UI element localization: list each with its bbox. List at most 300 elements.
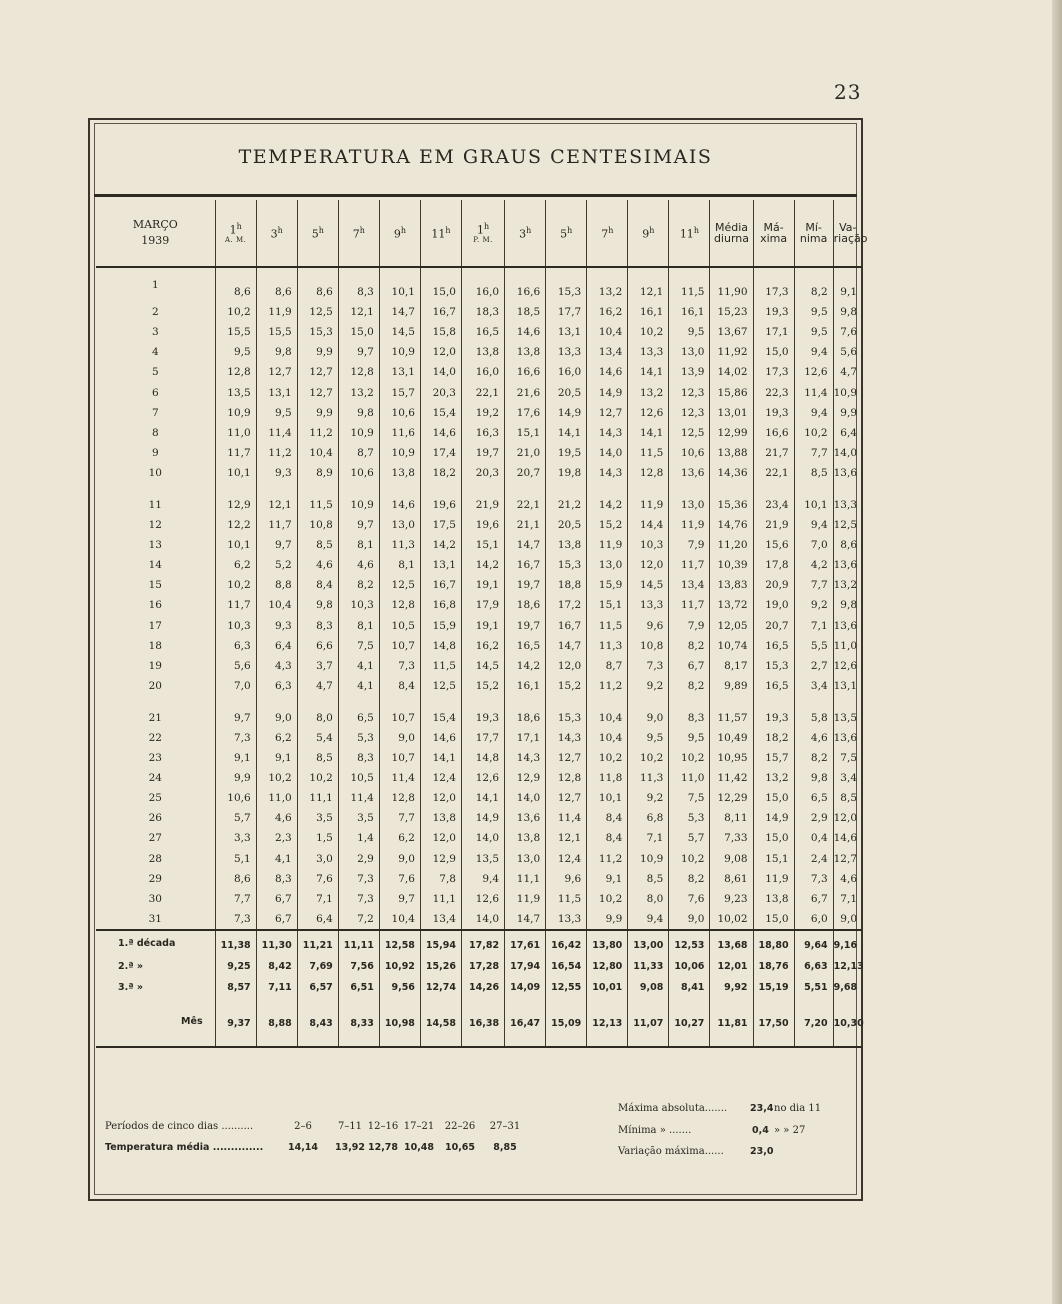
temp-cell: 14,9 (753, 808, 794, 828)
temp-cell: 8,2 (669, 869, 710, 889)
temp-cell: 6,8 (628, 808, 669, 828)
temp-cell: 14,2 (461, 555, 504, 575)
temp-cell: 6,4 (833, 423, 862, 443)
summary-cell: 9,25 (215, 956, 256, 977)
table-row (96, 495, 862, 515)
temp-cell: 11,0 (256, 788, 297, 808)
period-mean-temp: 14,14 (287, 1142, 319, 1153)
temp-cell: 5,5 (794, 636, 833, 656)
temp-cell: 16,6 (505, 362, 546, 382)
temp-cell: 15,3 (753, 656, 794, 676)
day-cell: 10 (148, 466, 162, 479)
temp-cell: 7,3 (215, 728, 256, 748)
temp-cell: 7,3 (338, 889, 379, 909)
summary-cell: 17,82 (461, 930, 504, 956)
temp-cell: 5,1 (215, 849, 256, 869)
temp-cell: 15,0 (753, 788, 794, 808)
month-header (96, 200, 215, 267)
temp-cell: 15,8 (420, 322, 461, 342)
day-cell: 5 (151, 366, 159, 379)
temp-cell: 13,8 (420, 808, 461, 828)
day-cell: 21 (148, 711, 162, 724)
temp-cell: 8,3 (669, 708, 710, 728)
temp-cell: 14,1 (628, 423, 669, 443)
temp-cell: 15,0 (753, 909, 794, 930)
temp-cell: 18,2 (420, 463, 461, 483)
temp-cell: 10,2 (794, 423, 833, 443)
temp-cell: 9,1 (833, 267, 862, 302)
temp-cell: 11,2 (297, 423, 338, 443)
temp-cell: 12,7 (297, 382, 338, 402)
temp-cell: 16,6 (753, 423, 794, 443)
temp-cell: 14,5 (379, 322, 420, 342)
max-abs-suffix: no dia 11 (774, 1103, 822, 1114)
temp-cell: 22,1 (753, 463, 794, 483)
period-label: P. M. (473, 236, 493, 245)
temp-cell: 5,2 (256, 555, 297, 575)
temp-cell: 11,7 (669, 595, 710, 615)
temp-cell: 15,0 (753, 342, 794, 362)
temp-cell: 19,3 (753, 708, 794, 728)
temp-cell: 11,9 (669, 515, 710, 535)
table-row (96, 828, 862, 848)
temp-cell: 11,0 (669, 768, 710, 788)
temp-cell: 8,3 (297, 616, 338, 636)
hour-header (546, 200, 587, 267)
temp-cell: 17,7 (546, 302, 587, 322)
summary-cell: 15,26 (420, 956, 461, 977)
temp-cell: 7,3 (215, 909, 256, 930)
variacao-header (833, 200, 868, 267)
temp-cell: 16,0 (461, 267, 504, 302)
temp-cell: 16,7 (546, 616, 587, 636)
temp-cell: 14,0 (461, 828, 504, 848)
temp-cell: 13,6 (833, 555, 862, 575)
table-row (96, 342, 862, 362)
summary-cell: 15,09 (546, 998, 587, 1047)
temp-cell: 9,0 (379, 728, 420, 748)
temp-cell: 7,3 (338, 869, 379, 889)
temp-cell: 13,4 (587, 342, 628, 362)
temp-cell: 15,2 (546, 676, 587, 696)
temp-cell: 11,92 (710, 342, 753, 362)
temp-cell: 0,4 (794, 828, 833, 848)
temp-cell: 13,0 (587, 555, 628, 575)
hour-label: 3 (519, 227, 527, 241)
temp-cell: 9,5 (628, 728, 669, 748)
temp-cell: 11,3 (628, 768, 669, 788)
temp-cell: 7,6 (669, 889, 710, 909)
temp-cell: 18,2 (753, 728, 794, 748)
temp-cell: 16,5 (753, 636, 794, 656)
temp-cell: 17,1 (505, 728, 546, 748)
summary-cell: 11,38 (215, 930, 256, 956)
summary-cell: 9,56 (379, 977, 420, 998)
hour-header (628, 200, 669, 267)
hour-header (215, 200, 256, 267)
temp-cell: 16,6 (505, 267, 546, 302)
temp-cell: 9,89 (710, 676, 753, 696)
temp-cell: 16,5 (461, 322, 504, 342)
temp-cell: 13,8 (753, 889, 794, 909)
temp-cell: 14,8 (420, 636, 461, 656)
temp-cell: 14,7 (505, 909, 546, 930)
summary-cell: 6,57 (297, 977, 338, 998)
temp-cell: 12,1 (256, 495, 297, 515)
summary-cell: 10,92 (379, 956, 420, 977)
temp-cell: 11,20 (710, 535, 753, 555)
temp-cell: 7,5 (833, 748, 862, 768)
temp-cell: 9,1 (256, 748, 297, 768)
summary-cell: 9,64 (794, 930, 833, 956)
summary-cell: 11,11 (338, 930, 379, 956)
temp-cell: 17,4 (420, 443, 461, 463)
temp-cell: 12,9 (420, 849, 461, 869)
temp-cell: 10,7 (379, 636, 420, 656)
variacao-header-line: Va- (839, 221, 857, 234)
temp-cell: 12,4 (546, 849, 587, 869)
summary-cell: 9,92 (710, 977, 753, 998)
temp-cell: 8,4 (297, 575, 338, 595)
temp-cell: 2,7 (794, 656, 833, 676)
temp-cell: 6,3 (256, 676, 297, 696)
temp-cell: 10,4 (587, 708, 628, 728)
temp-cell: 10,2 (587, 889, 628, 909)
temp-cell: 11,0 (833, 636, 862, 656)
temp-cell: 8,5 (297, 535, 338, 555)
temp-cell: 12,7 (587, 403, 628, 423)
period-range: 22–26 (444, 1121, 476, 1132)
temp-cell: 7,1 (297, 889, 338, 909)
temp-cell: 9,8 (297, 595, 338, 615)
temp-cell: 14,02 (710, 362, 753, 382)
temp-cell: 13,6 (833, 616, 862, 636)
table-title: TEMPERATURA EM GRAUS CENTESIMAIS (238, 146, 713, 168)
temp-cell: 12,3 (669, 382, 710, 402)
temp-cell: 8,7 (587, 656, 628, 676)
temp-cell: 12,6 (794, 362, 833, 382)
temp-cell: 14,6 (420, 728, 461, 748)
summary-cell: 17,61 (505, 930, 546, 956)
temp-cell: 19,3 (753, 403, 794, 423)
summary-label: 3.ª » (118, 981, 144, 993)
summary-cell: 10,01 (587, 977, 628, 998)
temp-cell: 11,4 (794, 382, 833, 402)
min-value: 0,4 (752, 1125, 769, 1136)
temp-cell: 8,0 (628, 889, 669, 909)
temp-cell: 12,0 (420, 828, 461, 848)
temp-cell: 10,8 (297, 515, 338, 535)
temp-cell: 14,9 (461, 808, 504, 828)
temp-cell: 12,6 (461, 768, 504, 788)
temp-cell: 11,2 (256, 443, 297, 463)
temp-cell: 16,2 (461, 636, 504, 656)
temp-cell: 8,2 (794, 267, 833, 302)
temp-cell: 13,5 (215, 382, 256, 402)
temp-cell: 11,0 (215, 423, 256, 443)
day-cell: 9 (151, 446, 159, 459)
day-cell: 23 (148, 752, 162, 765)
temp-cell: 11,4 (379, 768, 420, 788)
day-cell: 19 (148, 659, 162, 672)
temp-cell: 10,9 (833, 382, 862, 402)
period-mean-temp: 10,65 (444, 1142, 476, 1153)
temp-cell: 17,9 (461, 595, 504, 615)
period-range: 7–11 (337, 1121, 363, 1132)
temp-cell: 5,6 (833, 342, 862, 362)
temp-cell: 8,1 (379, 555, 420, 575)
temp-cell: 11,9 (628, 495, 669, 515)
temp-cell: 12,6 (461, 889, 504, 909)
table-row (96, 555, 862, 575)
temp-cell: 9,8 (256, 342, 297, 362)
summary-cell: 13,80 (587, 930, 628, 956)
media-header (710, 200, 753, 267)
temp-cell: 13,1 (379, 362, 420, 382)
summary-cell: 8,42 (256, 956, 297, 977)
temp-cell: 12,05 (710, 616, 753, 636)
temp-cell: 19,6 (461, 515, 504, 535)
summary-cell: 16,42 (546, 930, 587, 956)
hour-sup: h (318, 225, 324, 235)
hour-header (420, 200, 461, 267)
temp-cell: 14,7 (505, 535, 546, 555)
temp-cell: 13,8 (379, 463, 420, 483)
table-row (96, 708, 862, 728)
temp-cell: 11,4 (546, 808, 587, 828)
temp-cell: 13,3 (628, 342, 669, 362)
temp-cell: 15,2 (461, 676, 504, 696)
temp-cell: 10,2 (256, 768, 297, 788)
temp-cell: 5,7 (215, 808, 256, 828)
hour-label: 7 (601, 227, 609, 241)
temp-cell: 16,0 (546, 362, 587, 382)
temp-cell: 13,0 (669, 342, 710, 362)
day-cell: 11 (148, 498, 162, 511)
temp-cell: 10,6 (669, 443, 710, 463)
day-cell: 28 (148, 852, 162, 865)
temp-cell: 19,7 (505, 575, 546, 595)
temp-cell: 9,5 (669, 728, 710, 748)
temp-cell: 9,7 (379, 889, 420, 909)
temp-cell: 10,4 (297, 443, 338, 463)
temp-cell: 10,2 (628, 748, 669, 768)
temp-cell: 14,1 (628, 362, 669, 382)
summary-row (96, 956, 862, 977)
temp-cell: 10,2 (628, 322, 669, 342)
temp-cell: 12,7 (256, 362, 297, 382)
hour-label: 11 (679, 227, 694, 241)
temp-cell: 13,9 (669, 362, 710, 382)
temp-cell: 7,5 (338, 636, 379, 656)
summary-cell: 13,00 (628, 930, 669, 956)
temp-cell: 11,9 (587, 535, 628, 555)
hour-sup: h (649, 225, 655, 235)
temp-cell: 14,7 (546, 636, 587, 656)
temp-cell: 16,1 (628, 302, 669, 322)
temp-cell: 7,1 (794, 616, 833, 636)
temp-cell: 8,4 (587, 808, 628, 828)
temp-cell: 11,2 (587, 849, 628, 869)
temp-cell: 9,9 (297, 342, 338, 362)
summary-cell: 10,98 (379, 998, 420, 1047)
temp-cell: 9,8 (794, 768, 833, 788)
temp-cell: 13,3 (546, 909, 587, 930)
temp-cell: 11,42 (710, 768, 753, 788)
temp-cell: 8,17 (710, 656, 753, 676)
day-cell: 14 (148, 559, 162, 572)
temp-cell: 9,5 (215, 342, 256, 362)
temp-cell: 18,6 (505, 708, 546, 728)
max-abs-value: 23,4 (750, 1103, 774, 1114)
summary-cell: 12,55 (546, 977, 587, 998)
temp-cell: 12,6 (833, 656, 862, 676)
temp-cell: 7,2 (338, 909, 379, 930)
temp-cell: 9,9 (215, 768, 256, 788)
temp-cell: 10,95 (710, 748, 753, 768)
temp-cell: 14,0 (420, 362, 461, 382)
temp-cell: 13,2 (338, 382, 379, 402)
page-number: 23 (834, 80, 862, 104)
temp-cell: 20,7 (505, 463, 546, 483)
table-row (96, 889, 862, 909)
table-row (96, 768, 862, 788)
temp-cell: 10,49 (710, 728, 753, 748)
temp-cell: 4,6 (794, 728, 833, 748)
temp-cell: 21,7 (753, 443, 794, 463)
temp-cell: 13,6 (505, 808, 546, 828)
day-cell: 13 (148, 539, 162, 552)
temp-cell: 9,5 (669, 322, 710, 342)
table-row (96, 728, 862, 748)
temp-cell: 6,7 (256, 909, 297, 930)
temp-cell: 11,2 (587, 676, 628, 696)
minima-header-line: Mí- (805, 221, 822, 234)
temp-cell: 8,6 (215, 267, 256, 302)
summary-cell: 18,76 (753, 956, 794, 977)
temp-cell: 7,7 (794, 575, 833, 595)
temp-cell: 9,4 (794, 403, 833, 423)
hour-header (587, 200, 628, 267)
temp-cell: 4,2 (794, 555, 833, 575)
year-label: 1939 (141, 234, 170, 247)
temp-cell: 13,83 (710, 575, 753, 595)
temp-cell: 10,9 (215, 403, 256, 423)
temp-cell: 14,6 (587, 362, 628, 382)
table-row (96, 788, 862, 808)
day-cell: 25 (148, 792, 162, 805)
temp-cell: 9,4 (794, 515, 833, 535)
temp-cell: 4,1 (338, 656, 379, 676)
temp-cell: 6,6 (297, 636, 338, 656)
temp-cell: 16,1 (505, 676, 546, 696)
temp-cell: 7,9 (669, 535, 710, 555)
table-row (96, 443, 862, 463)
temp-cell: 5,8 (794, 708, 833, 728)
temp-cell: 7,7 (215, 889, 256, 909)
temp-cell: 12,0 (628, 555, 669, 575)
temp-cell: 9,2 (628, 676, 669, 696)
hour-header (461, 200, 504, 267)
temp-cell: 8,1 (338, 616, 379, 636)
temp-cell: 8,2 (669, 636, 710, 656)
temp-cell: 14,6 (420, 423, 461, 443)
temp-cell: 12,29 (710, 788, 753, 808)
temp-cell: 10,2 (297, 768, 338, 788)
period-mean-temp: 10,48 (403, 1142, 435, 1153)
hour-sup: h (693, 225, 699, 235)
temp-cell: 3,4 (833, 768, 862, 788)
temp-cell: 13,6 (833, 463, 862, 483)
temp-cell: 21,0 (505, 443, 546, 463)
max-abs-label: Máxima absoluta....... (618, 1103, 728, 1114)
temp-cell: 9,0 (833, 909, 862, 930)
temp-cell: 16,8 (420, 595, 461, 615)
temp-cell: 15,36 (710, 495, 753, 515)
temp-cell: 10,39 (710, 555, 753, 575)
temp-cell: 8,0 (297, 708, 338, 728)
summary-cell: 12,53 (669, 930, 710, 956)
temp-cell: 11,5 (587, 616, 628, 636)
temp-cell: 10,74 (710, 636, 753, 656)
temp-cell: 14,2 (505, 656, 546, 676)
temp-cell: 9,2 (628, 788, 669, 808)
temp-cell: 6,7 (256, 889, 297, 909)
temp-cell: 9,2 (794, 595, 833, 615)
temp-cell: 10,5 (379, 616, 420, 636)
temp-cell: 5,4 (297, 728, 338, 748)
summary-cell: 14,09 (505, 977, 546, 998)
var-label: Variação máxima...... (618, 1146, 724, 1157)
table-row (96, 535, 862, 555)
temp-cell: 19,3 (753, 302, 794, 322)
temp-cell: 2,3 (256, 828, 297, 848)
temp-cell: 17,5 (420, 515, 461, 535)
summary-cell: 10,06 (669, 956, 710, 977)
summary-cell: 17,94 (505, 956, 546, 977)
temp-cell: 20,3 (461, 463, 504, 483)
temp-cell: 20,7 (753, 616, 794, 636)
temp-cell: 8,7 (338, 443, 379, 463)
title-rule (94, 194, 857, 197)
summary-row (96, 998, 862, 1047)
temp-cell: 9,6 (546, 869, 587, 889)
temp-cell: 8,6 (215, 869, 256, 889)
temp-cell: 23,4 (753, 495, 794, 515)
temp-cell: 8,9 (297, 463, 338, 483)
minima-header (794, 200, 833, 267)
temp-cell: 6,3 (215, 636, 256, 656)
temp-cell: 8,5 (833, 788, 862, 808)
summary-cell: 11,21 (297, 930, 338, 956)
hour-label: 1 (476, 223, 484, 237)
temp-cell: 16,7 (420, 302, 461, 322)
temp-cell: 6,7 (669, 656, 710, 676)
temp-cell: 21,9 (753, 515, 794, 535)
temp-cell: 1,5 (297, 828, 338, 848)
temp-cell: 7,8 (420, 869, 461, 889)
temp-cell: 8,3 (338, 748, 379, 768)
temp-cell: 7,3 (379, 656, 420, 676)
page-edge (1052, 0, 1062, 1304)
summary-cell: 10,27 (669, 998, 710, 1047)
summary-cell: 8,41 (669, 977, 710, 998)
temp-cell: 10,1 (215, 535, 256, 555)
temp-cell: 14,76 (710, 515, 753, 535)
table-row (96, 515, 862, 535)
temp-cell: 6,4 (256, 636, 297, 656)
summary-cell: 5,51 (794, 977, 833, 998)
